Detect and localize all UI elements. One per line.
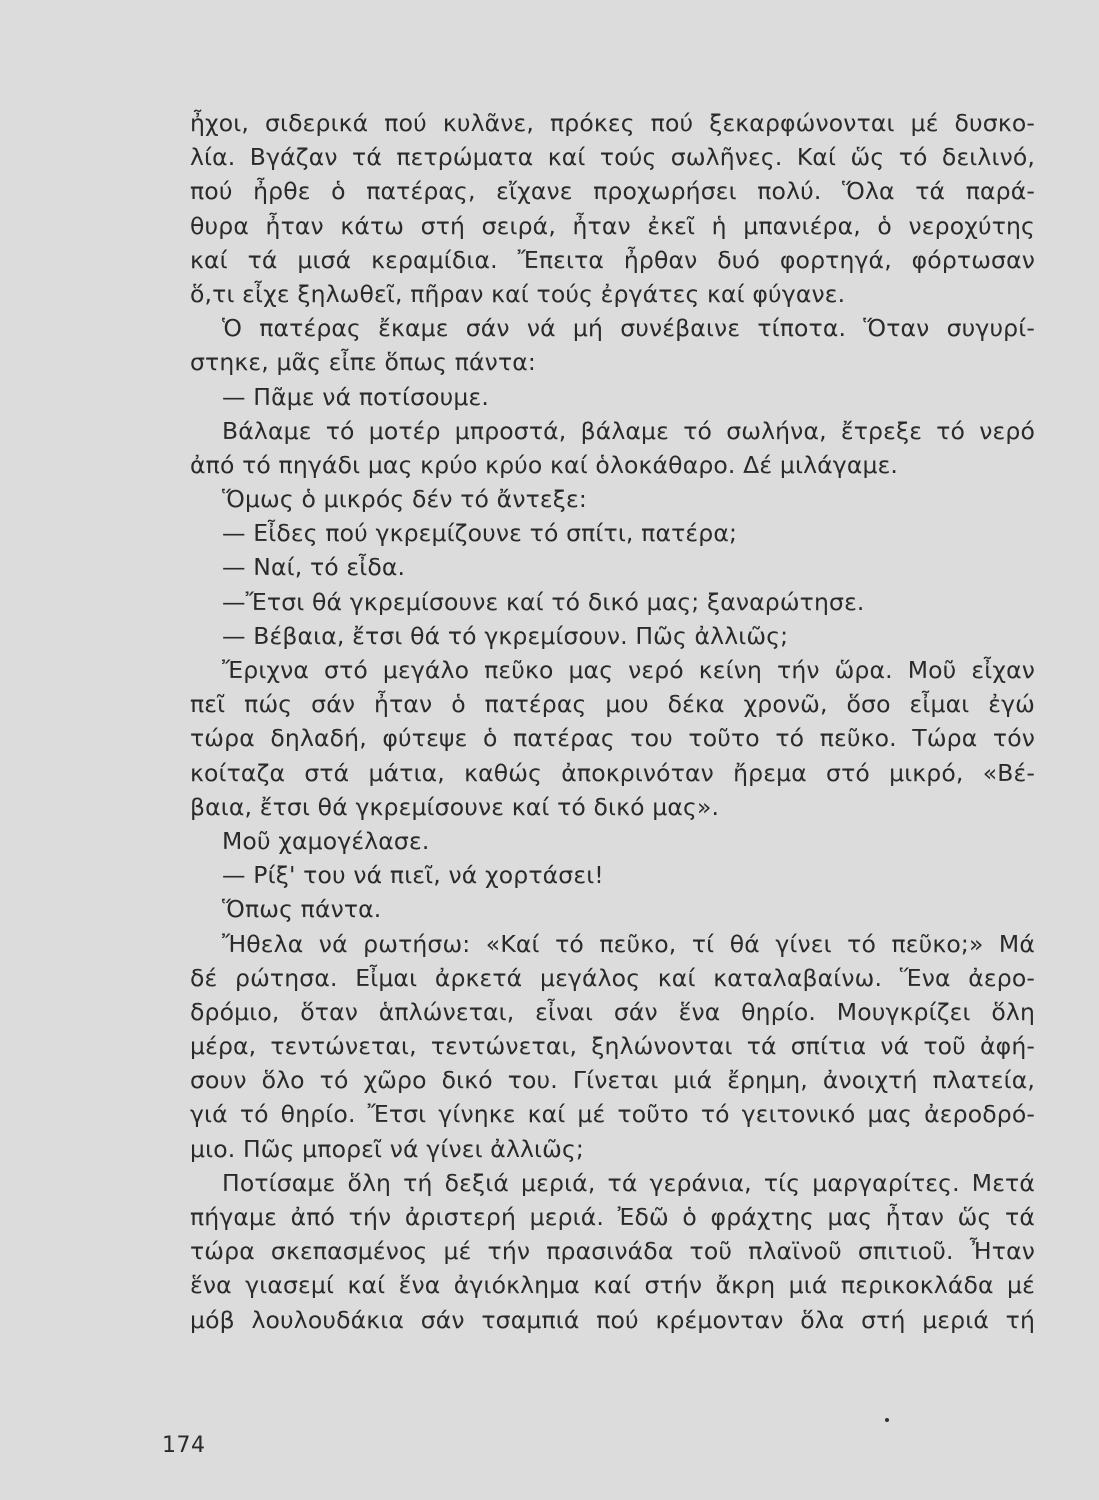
text-line: τώρα δηλαδή, φύτεψε ὁ πατέρας του τοῦτο τό πεῦκο. Τώρα τόν	[190, 724, 1035, 753]
text-line: Ποτίσαμε ὅλη τή δεξιά μεριά, τά γεράνια, τίς μαργαρίτες. Μετά	[222, 1168, 1035, 1197]
text-line: Μοῦ χαμογέλασε.	[222, 826, 430, 855]
dialogue-line: — Ναί, τό εἶδα.	[222, 553, 406, 582]
text-line: λία. Βγάζαν τά πετρώματα καί τούς σωλῆνες. Καί ὥς τό δειλινό,	[190, 143, 1035, 172]
text-line: κοίταζα στά μάτια, καθώς ἀποκρινόταν ἤρεμα στό μικρό, «Βέ-	[190, 758, 1035, 787]
page-number: 174	[162, 1433, 206, 1458]
text-line: γιά τό θηρίο. Ἔτσι γίνηκε καί μέ τοῦτο τό γειτονικό μας ἀεροδρό-	[190, 1100, 1035, 1129]
text-line: πού ἦρθε ὁ πατέρας, εἴχανε προχωρήσει πολύ. Ὅλα τά παρά-	[190, 177, 1035, 206]
text-line: σουν ὅλο τό χῶρο δικό του. Γίνεται μιά ἔρημη, ἀνοιχτή πλατεία,	[190, 1066, 1035, 1095]
dialogue-line: — Εἶδες πού γκρεμίζουνε τό σπίτι, πατέρα;	[222, 519, 738, 548]
text-line: μόβ λουλουδάκια σάν τσαμπιά πού κρέμονταν ὅλα στή μεριά τή	[190, 1305, 1035, 1334]
dialogue-line: — Πᾶμε νά ποτίσουμε.	[222, 382, 489, 411]
text-line: Ἔριχνα στό μεγάλο πεῦκο μας νερό κείνη τήν ὥρα. Μοῦ εἶχαν	[222, 656, 1035, 684]
text-line: ἕνα γιασεμί καί ἕνα ἀγιόκλημα καί στήν ἄκρη μιά περικοκλάδα μέ	[190, 1271, 1035, 1300]
body-text	[190, 106, 1035, 1337]
dialogue-line: — Ρίξ' του νά πιεῖ, νά χορτάσει!	[222, 861, 604, 890]
text-line: Ἤθελα νά ρωτήσω: «Καί τό πεῦκο, τί θά γίνει τό πεῦκο;» Μά	[222, 929, 1035, 958]
ink-speck	[885, 1418, 889, 1422]
text-line: δρόμιο, ὅταν ἁπλώνεται, εἶναι σάν ἕνα θηρίο. Μουγκρίζει ὅλη	[190, 997, 1035, 1026]
text-line: δέ ρώτησα. Εἶμαι ἀρκετά μεγάλος καί καταλαβαίνω. Ἕνα ἀερο-	[190, 963, 1035, 992]
dialogue-line: —Ἔτσι θά γκρεμίσουνε καί τό δικό μας; ξαναρώτησε.	[222, 587, 865, 616]
text-line: Ὅπως πάντα.	[222, 895, 382, 924]
text-line: βαια, ἔτσι θά γκρεμίσουνε καί τό δικό μας».	[190, 792, 720, 821]
text-line: μιο. Πῶς μπορεῖ νά γίνει ἀλλιῶς;	[190, 1134, 584, 1163]
text-line: καί τά μισά κεραμίδια. Ἔπειτα ἦρθαν δυό φορτηγά, φόρτωσαν	[190, 245, 1035, 274]
text-line: μέρα, τεντώνεται, τεντώνεται, ξηλώνονται τά σπίτια νά τοῦ ἀφή-	[190, 1032, 1035, 1061]
text-line: θυρα ἦταν κάτω στή σειρά, ἦταν ἐκεῖ ἡ μπανιέρα, ὁ νεροχύτης	[190, 211, 1035, 240]
text-line: Βάλαμε τό μοτέρ μπροστά, βάλαμε τό σωλήνα, ἔτρεξε τό νερό	[222, 416, 1035, 445]
text-line: στηκε, μᾶς εἶπε ὅπως πάντα:	[190, 348, 536, 377]
text-line: πεῖ πώς σάν ἦταν ὁ πατέρας μου δέκα χρονῶ, ὅσο εἶμαι ἐγώ	[190, 690, 1035, 719]
text-line: πήγαμε ἀπό τήν ἀριστερή μεριά. Ἐδῶ ὁ φράχτης μας ἦταν ὥς τά	[190, 1203, 1035, 1231]
text-line: Ὅμως ὁ μικρός δέν τό ἄντεξε:	[222, 485, 587, 514]
text-line: ὅ,τι εἶχε ξηλωθεῖ, πῆραν καί τούς ἐργάτες καί φύγανε.	[190, 279, 846, 308]
dialogue-line: — Βέβαια, ἔτσι θά τό γκρεμίσουν. Πῶς ἀλλιῶς;	[222, 621, 789, 650]
text-line: ἀπό τό πηγάδι μας κρύο κρύο καί ὁλοκάθαρο. Δέ μιλάγαμε.	[190, 450, 899, 479]
text-line: ἦχοι, σιδερικά πού κυλᾶνε, πρόκες πού ξεκαρφώνονται μέ δυσκο-	[190, 109, 1035, 137]
text-line: τώρα σκεπασμένος μέ τήν πρασινάδα τοῦ πλαϊνοῦ σπιτιοῦ. Ἦταν	[190, 1237, 1035, 1266]
text-line: Ὁ πατέρας ἔκαμε σάν νά μή συνέβαινε τίποτα. Ὅταν συγυρί-	[222, 314, 1035, 343]
